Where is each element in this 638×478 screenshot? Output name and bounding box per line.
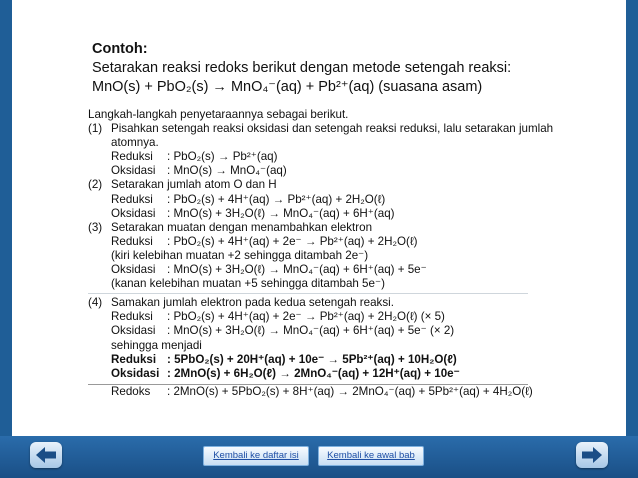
question-equation: MnO(s) + PbO₂(s) → MnO₄⁻(aq) + Pb²⁺(aq) (suasana asam) bbox=[92, 79, 483, 95]
reduction-equation: : PbO₂(s) + 4H⁺(aq) + 2e⁻ → Pb²⁺(aq) + 2H₂O(ℓ) bbox=[167, 234, 418, 248]
oxidation-label: Oksidasi bbox=[111, 206, 156, 220]
oxidation-equation: : MnO(s) + 3H₂O(ℓ) → MnO₄⁻(aq) + 6H⁺(aq) + 5e⁻ bbox=[167, 324, 427, 338]
reduction-row bbox=[88, 235, 528, 249]
next-slide-button[interactable] bbox=[576, 442, 608, 468]
step-text: Setarakan muatan dengan menambahkan elektron bbox=[111, 220, 373, 234]
arrow-left-icon bbox=[35, 446, 57, 464]
oxidation-row bbox=[88, 164, 528, 178]
step-4 bbox=[88, 296, 528, 310]
oxidation-equation: : MnO(s) → MnO₄⁻(aq) bbox=[167, 164, 287, 178]
question-text: Setarakan reaksi redoks berikut dengan metode setengah reaksi: bbox=[92, 60, 512, 76]
reduction-row bbox=[88, 150, 528, 164]
hence-text: sehingga menjadi bbox=[111, 338, 202, 352]
oxidation-label: Oksidasi bbox=[111, 366, 160, 380]
result-oxidation-row bbox=[88, 367, 528, 381]
step-1 bbox=[88, 122, 554, 136]
oxidation-equation: : MnO(s) + 3H₂O(ℓ) → MnO₄⁻(aq) + 6H⁺(aq) + 5e⁻ bbox=[167, 263, 427, 277]
step-text: Samakan jumlah elektron pada kedua setengah reaksi. bbox=[111, 296, 394, 310]
step-text: Setarakan jumlah atom O dan H bbox=[111, 178, 277, 192]
result-reduction-row bbox=[88, 353, 528, 367]
result-reduction-equation: : 5PbO₂(s) + 20H⁺(aq) + 10e⁻ → 5Pb²⁺(aq) + 10H₂O(ℓ) bbox=[167, 352, 457, 366]
redox-label: Redoks bbox=[111, 384, 151, 398]
step-text-cont: atomnya. bbox=[111, 136, 159, 150]
solution-steps bbox=[88, 108, 554, 399]
step-number: (1) bbox=[88, 122, 103, 136]
redox-row bbox=[88, 384, 533, 399]
oxidation-row bbox=[88, 324, 528, 338]
slide-header bbox=[92, 40, 592, 97]
result-oxidation-equation: : 2MnO(s) + 6H₂O(ℓ) → 2MnO₄⁻(aq) + 12H⁺(aq) + 10e⁻ bbox=[167, 366, 460, 380]
oxidation-label: Oksidasi bbox=[111, 324, 156, 338]
reduction-row bbox=[88, 193, 528, 207]
step-number: (3) bbox=[88, 220, 103, 234]
step-number: (2) bbox=[88, 178, 103, 192]
reduction-multiplier: (× 5) bbox=[420, 310, 445, 324]
reduction-label: Reduksi bbox=[111, 352, 157, 366]
reduction-label: Reduksi bbox=[111, 310, 153, 324]
reduction-label: Reduksi bbox=[111, 192, 153, 206]
step-2 bbox=[88, 178, 528, 192]
reduction-label: Reduksi bbox=[111, 150, 153, 164]
oxidation-row bbox=[88, 207, 528, 221]
example-title: Contoh: bbox=[92, 41, 148, 57]
step-4-box bbox=[88, 293, 533, 399]
step-text: Pisahkan setengah reaksi oksidasi dan setengah reaksi reduksi, lalu setarakan jumlah bbox=[111, 122, 554, 136]
reduction-equation: : PbO₂(s) + 4H⁺(aq) → Pb²⁺(aq) + 2H₂O(ℓ) bbox=[167, 192, 386, 206]
oxidation-row bbox=[88, 263, 528, 277]
reduction-row bbox=[88, 310, 528, 324]
back-to-toc-link[interactable]: Kembali ke daftar isi bbox=[203, 446, 309, 466]
step-number: (4) bbox=[88, 296, 103, 310]
step-3 bbox=[88, 221, 528, 235]
redox-equation: : 2MnO(s) + 5PbO₂(s) + 8H⁺(aq) → 2MnO₄⁻(aq) + 5Pb²⁺(aq) + 4H₂O(ℓ) bbox=[167, 384, 533, 398]
oxidation-label: Oksidasi bbox=[111, 164, 156, 178]
reduction-equation: : PbO₂(s) + 4H⁺(aq) + 2e⁻ → Pb²⁺(aq) + 2H₂O(ℓ) bbox=[167, 310, 418, 324]
prev-slide-button[interactable] bbox=[30, 442, 62, 468]
reduction-label: Reduksi bbox=[111, 234, 153, 248]
back-to-chapter-link[interactable]: Kembali ke awal bab bbox=[318, 446, 424, 466]
oxidation-label: Oksidasi bbox=[111, 263, 156, 277]
arrow-right-icon bbox=[581, 446, 603, 464]
oxidation-equation: : MnO(s) + 3H₂O(ℓ) → MnO₄⁻(aq) + 6H⁺(aq) bbox=[167, 206, 395, 220]
reduction-note: (kiri kelebihan muatan +2 sehingga ditambah 2e⁻) bbox=[111, 248, 369, 262]
reduction-equation: : PbO₂(s) → Pb²⁺(aq) bbox=[167, 150, 278, 164]
oxidation-multiplier: (× 2) bbox=[429, 324, 455, 338]
steps-intro: Langkah-langkah penyetaraannya sebagai berikut. bbox=[88, 108, 349, 121]
oxidation-note: (kanan kelebihan muatan +5 sehingga ditambah 5e⁻) bbox=[111, 277, 385, 291]
